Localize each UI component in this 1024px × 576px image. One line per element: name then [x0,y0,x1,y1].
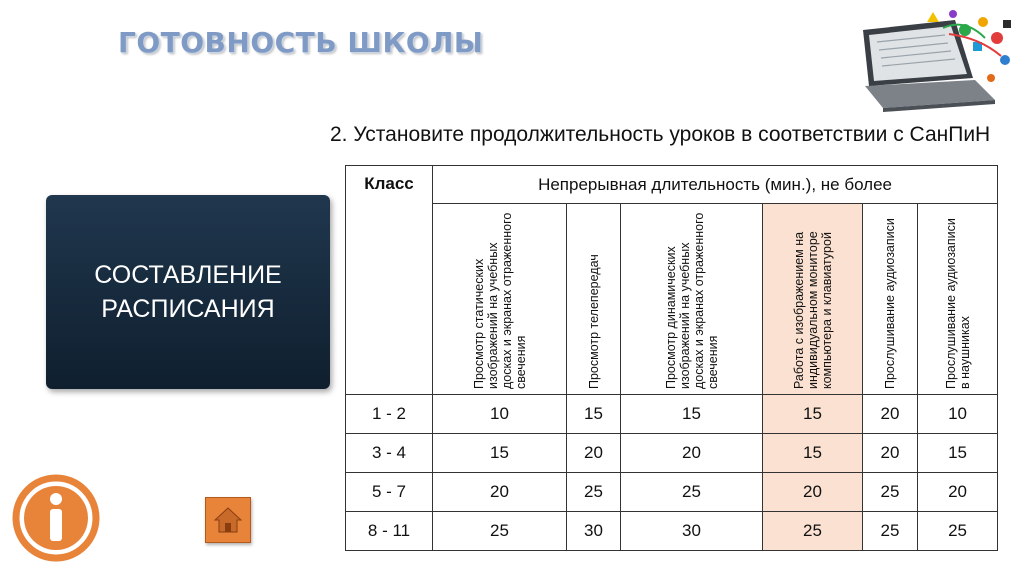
table-cell: 20 [863,395,918,434]
info-circle-icon [50,493,62,505]
column-header: Просмотр статических изображений на учебных досках и экранах отраженного свечения [433,204,567,395]
column-header: Прослушивание аудиозаписи в наушниках [918,204,998,395]
table-cell: 15 [763,434,863,473]
table-cell: 15 [621,395,763,434]
table-cell: 25 [863,473,918,512]
table-row [346,395,998,434]
class-label: 8 - 11 [346,512,433,551]
laptop-illustration [855,8,1015,118]
table-cell: 15 [918,434,998,473]
schedule-panel[interactable] [46,195,330,389]
schedule-panel-label: СОСТАВЛЕНИЕ РАСПИСАНИЯ [94,261,282,323]
column-header: Просмотр телепередач [567,204,621,395]
table-cell: 15 [567,395,621,434]
table-cell: 15 [763,395,863,434]
table-cell: 20 [863,434,918,473]
table-cell: 25 [567,473,621,512]
table-cell: 30 [567,512,621,551]
column-header: Просмотр динамических изображений на учебных досках и экранах отраженного свечения [621,204,763,395]
table-cell: 20 [918,473,998,512]
table-row [346,512,998,551]
table-row [346,473,998,512]
table-cell: 20 [621,434,763,473]
table-cell: 25 [621,473,763,512]
class-column-header: Класс [346,166,433,395]
page-title: ГОТОВНОСТЬ ШКОЛЫ [118,26,484,59]
info-button[interactable] [12,474,100,562]
duration-group-header: Непрерывная длительность (мин.), не более [433,166,998,204]
table-cell: 10 [918,395,998,434]
table-cell: 25 [863,512,918,551]
table-cell: 15 [433,434,567,473]
column-header-highlighted: Работа с изображением на индивидуальном мониторе компьютера и клавиатурой [763,204,863,395]
home-icon [213,506,243,534]
class-label: 5 - 7 [346,473,433,512]
table-cell: 25 [918,512,998,551]
table-cell: 10 [433,395,567,434]
column-header: Прослушивание аудиозаписи [863,204,918,395]
table-cell: 20 [567,434,621,473]
table-cell: 20 [433,473,567,512]
class-label: 1 - 2 [346,395,433,434]
table-cell: 25 [433,512,567,551]
class-label: 3 - 4 [346,434,433,473]
duration-table [345,165,998,551]
table-cell: 25 [763,512,863,551]
task-subtitle: 2. Установите продолжительность уроков в соответствии с СанПиН [330,123,991,146]
home-button[interactable] [205,497,251,543]
table-cell: 30 [621,512,763,551]
table-row [346,434,998,473]
table-cell: 20 [763,473,863,512]
